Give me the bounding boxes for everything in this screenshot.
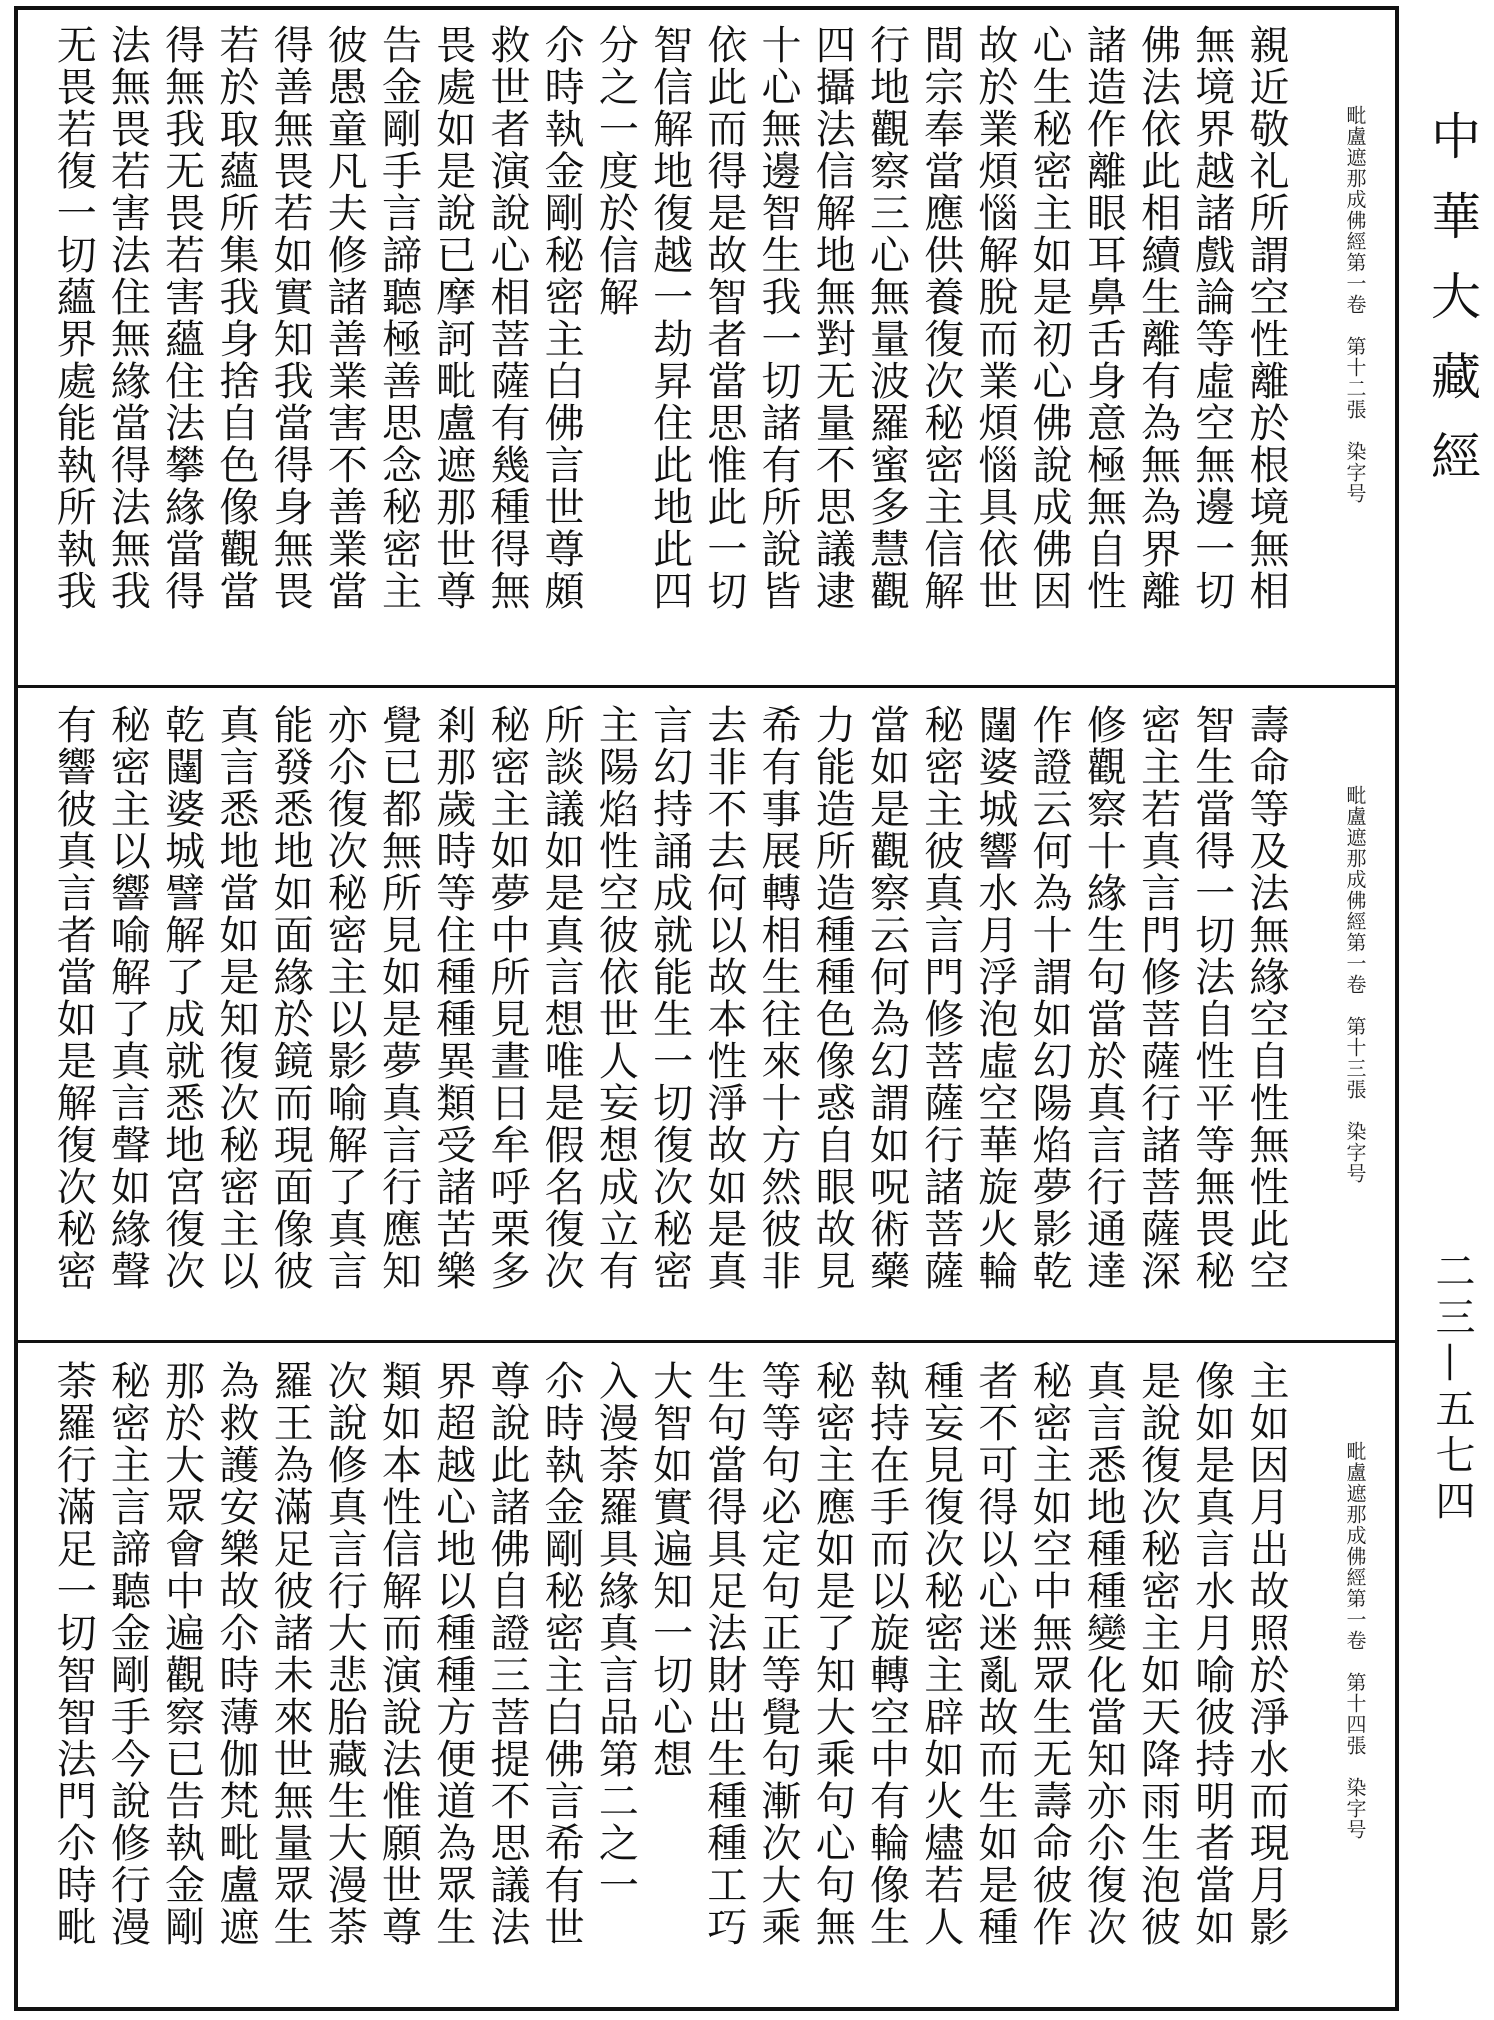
text-column: 剎那歲時等住種種異類受諸苦樂 [429, 704, 476, 1292]
text-column: 依此而得是故智者當思惟此一切 [700, 24, 747, 612]
text-column: 秘密主如空中無眾生无壽命彼作 [1026, 1360, 1073, 1948]
text-column: 尒時執金剛秘密主白佛言希有世 [538, 1360, 585, 1948]
text-column: 彼愚童凡夫修諸善業害不善業當 [321, 24, 368, 612]
text-column: 行地觀察三心無量波羅蜜多慧觀 [863, 24, 910, 612]
text-column: 主如因月出故照於淨水而現月影 [1243, 1360, 1289, 1948]
text-column: 有響彼真言者當如是解復次秘密 [50, 704, 97, 1292]
text-column: 秘密主彼真言門修菩薩行諸菩薩 [917, 704, 964, 1292]
text-panel-bottom [18, 1346, 1395, 2001]
text-column: 真言悉地種種變化當知亦尒復次 [1080, 1360, 1127, 1948]
text-column: 諸造作離眼耳鼻舌身意極無自性 [1080, 24, 1127, 612]
text-column: 故於業煩惱解脫而業煩惱具依世 [971, 24, 1018, 612]
text-column: 尒時執金剛秘密主白佛言世尊頗 [538, 24, 585, 612]
text-column: 救世者演說心相菩薩有幾種得無 [483, 24, 530, 612]
text-column: 尊說此諸佛自證三菩提不思議法 [483, 1360, 530, 1948]
text-column: 佛法依此相續生離有為無為界離 [1134, 24, 1181, 612]
text-column: 荼羅行滿足一切智智法門尒時毗 [50, 1360, 97, 1948]
text-column: 親近敬礼所謂空性離於根境無相 [1243, 24, 1289, 612]
text-column: 法無畏若害法住無緣當得法無我 [104, 24, 151, 612]
text-column: 主陽焰性空彼依世人妄想成立有 [592, 704, 639, 1292]
text-column: 秘密主言諦聽金剛手今說修行漫 [104, 1360, 151, 1948]
text-column: 秘密主以響喻解了真言聲如緣聲 [104, 704, 151, 1292]
text-column: 作證云何為十謂如幻陽焰夢影乾 [1026, 704, 1073, 1292]
text-column: 羅王為滿足彼諸未來世無量眾生 [267, 1360, 314, 1948]
margin-note: 毗盧遮那成佛經第一卷 第十四張 染字号 [1343, 1441, 1367, 1840]
text-column: 為救護安樂故尒時薄伽梵毗盧遮 [212, 1360, 259, 1948]
text-column: 類如本性信解而演說法惟願世尊 [375, 1360, 422, 1948]
text-column: 種妄見復次秘密主辟如火燼若人 [917, 1360, 964, 1948]
text-column: 是說復次秘密主如天降雨生泡彼 [1134, 1360, 1181, 1948]
text-columns [48, 1346, 1295, 2001]
text-column: 者不可得以心迷亂故而生如是種 [971, 1360, 1018, 1948]
text-column: 闥婆城響水月浮泡虛空華旋火輪 [971, 704, 1018, 1292]
text-column: 得無我无畏若害蘊住法攀緣當得 [158, 24, 205, 612]
text-column: 無境界越諸戲論等虛空無邊一切 [1188, 24, 1235, 612]
text-column: 間宗奉當應供養復次秘密主信解 [917, 24, 964, 612]
text-column: 去非不去何以故本性淨故如是真 [700, 704, 747, 1292]
text-panel-top [18, 10, 1395, 688]
text-column: 亦尒復次秘密主以影喻解了真言 [321, 704, 368, 1292]
text-column: 真言悉地當如是知復次秘密主以 [212, 704, 259, 1292]
text-column: 能發悉地如面緣於鏡而現面像彼 [267, 704, 314, 1292]
text-column: 大智如實遍知一切心想 [646, 1360, 693, 1780]
text-column: 若於取蘊所集我身捨自色像觀當 [212, 24, 259, 612]
text-panel-middle [18, 690, 1395, 1343]
text-column: 界超越心地以種種方便道為眾生 [429, 1360, 476, 1948]
text-column: 心生秘密主如是初心佛說成佛因 [1026, 24, 1073, 612]
text-column: 得善無畏若如實知我當得身無畏 [267, 24, 314, 612]
text-column: 生句當得具足法財出生種種工巧 [700, 1360, 747, 1948]
text-column: 所談議如是真言想唯是假名復次 [538, 704, 585, 1292]
text-columns [48, 690, 1295, 1340]
text-column: 十心無邊智生我一切諸有所說皆 [755, 24, 802, 612]
text-column: 希有事展轉相生往來十方然彼非 [755, 704, 802, 1292]
text-column: 力能造所造種種色像惑自眼故見 [809, 704, 856, 1292]
text-column: 覺已都無所見如是夢真言行應知 [375, 704, 422, 1292]
collection-title: 中華大藏經 [1423, 110, 1481, 510]
text-column: 智生當得一切法自性平等無畏秘 [1188, 704, 1235, 1292]
margin-note: 毗盧遮那成佛經第一卷 第十二張 染字号 [1343, 105, 1367, 504]
text-column: 智信解地復越一劫昇住此地此四 [646, 24, 693, 612]
page-number: 二三—五七四 [1429, 1250, 1475, 1526]
text-column: 无畏若復一切蘊界處能執所執我 [50, 24, 97, 612]
text-column: 告金剛手言諦聽極善思念秘密主 [375, 24, 422, 612]
text-column: 畏處如是說已摩訶毗盧遮那世尊 [429, 24, 476, 612]
text-column: 四攝法信解地無對无量不思議逮 [809, 24, 856, 612]
text-column: 當如是觀察云何為幻謂如呪術藥 [863, 704, 910, 1292]
text-columns [48, 10, 1295, 685]
text-column: 次說修真言行大悲胎藏生大漫荼 [321, 1360, 368, 1948]
text-column: 密主若真言門修菩薩行諸菩薩深 [1134, 704, 1181, 1292]
text-column: 像如是真言水月喻彼持明者當如 [1188, 1360, 1235, 1948]
text-column: 乾闥婆城譬解了成就悉地宮復次 [158, 704, 205, 1292]
text-column: 入漫荼羅具緣真言品第二之一 [592, 1360, 639, 1906]
text-column: 秘密主應如是了知大乘句心句無 [809, 1360, 856, 1948]
margin-note: 毗盧遮那成佛經第一卷 第十三張 染字号 [1343, 785, 1367, 1184]
text-column: 那於大眾會中遍觀察已告執金剛 [158, 1360, 205, 1948]
text-column: 秘密主如夢中所見晝日牟呼栗多 [483, 704, 530, 1292]
text-column: 等等句必定句正等覺句漸次大乘 [755, 1360, 802, 1948]
text-column: 分之一度於信解 [592, 24, 639, 318]
text-column: 修觀察十緣生句當於真言行通達 [1080, 704, 1127, 1292]
text-column: 壽命等及法無緣空自性無性此空 [1243, 704, 1289, 1292]
text-column: 執持在手而以旋轉空中有輪像生 [863, 1360, 910, 1948]
text-column: 言幻持誦成就能生一切復次秘密 [646, 704, 693, 1292]
